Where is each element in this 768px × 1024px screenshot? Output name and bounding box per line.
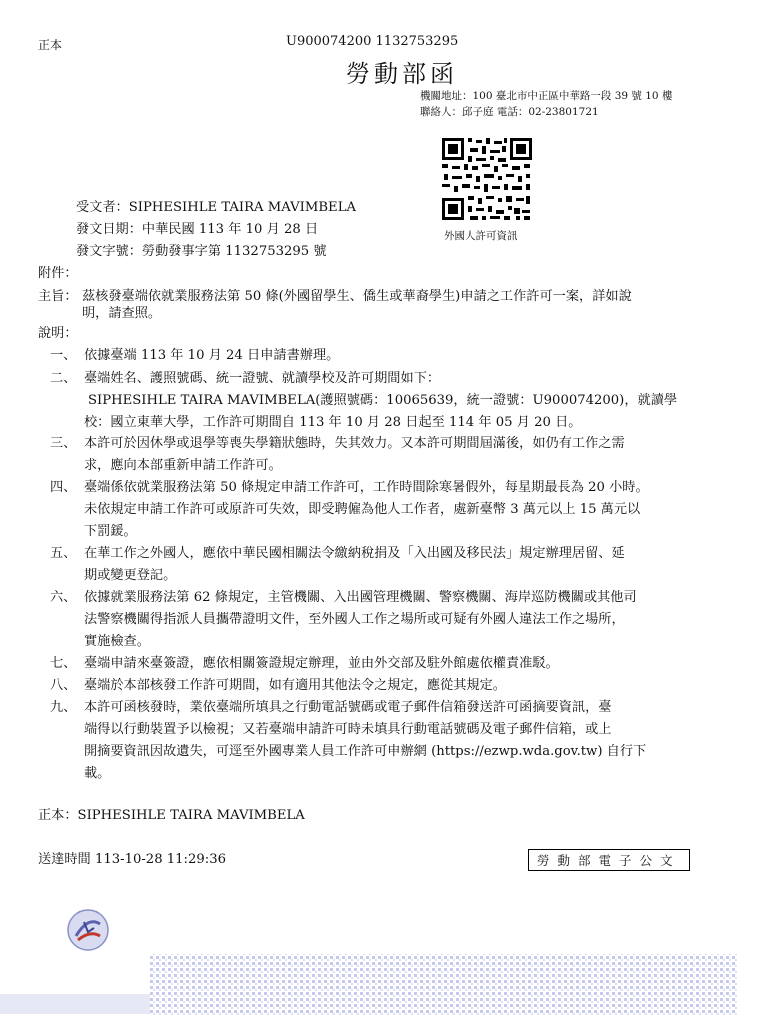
explanation-label: 說明： [38, 326, 78, 341]
item-line: 實施檢查。 [84, 634, 150, 649]
item-line: 臺端於本部核發工作許可期間，如有適用其他法令之規定，應從其規定。 [84, 678, 506, 693]
item-line: 下罰鍰。 [84, 524, 137, 539]
item-number: 八、 [50, 678, 77, 693]
item-line: 依據就業服務法第 62 條規定，主管機關、入出國管理機關、警察機關、海岸巡防機關或其他司 [84, 590, 637, 605]
corner-watermark [0, 990, 150, 1020]
item-line: 臺端申請來臺簽證，應依相關簽證規定辦理，並由外交部及駐外館處依權責准駁。 [84, 656, 559, 671]
agency-address: 機關地址：100 臺北市中正區中華路一段 39 號 10 樓 [420, 90, 673, 102]
attachment-label: 附件： [38, 266, 78, 281]
item-number: 七、 [50, 656, 77, 671]
subject-line: 茲核發臺端依就業服務法第 50 條(外國留學生、僑生或華裔學生)申請之工作許可一案，詳如說 [82, 289, 632, 304]
item-line: 法警察機關得指派人員攜帶證明文件，至外國人工作之場所或可疑有外國人違法工作之場所， [84, 612, 625, 627]
item-line: 本許可函核發時，業依臺端所填具之行動電話號碼或電子郵件信箱發送許可函摘要資訊，臺 [84, 700, 612, 715]
item-number: 三、 [50, 436, 77, 451]
item-line: 臺端係依就業服務法第 50 條規定申請工作許可，工作時間除寒暑假外，每星期最長為 20 小時。 [84, 480, 649, 495]
item-number: 一、 [50, 348, 77, 363]
electronic-doc-stamp: 勞動部電子公文 [528, 849, 690, 871]
sent-time: 送達時間 113-10-28 11:29:36 [38, 852, 227, 867]
contact-info: 聯絡人：邱子庭 電話：02-23801721 [420, 106, 599, 118]
doc-number: 發文字號：勞動發事字第 1132753295 號 [76, 244, 327, 259]
item-line: 校：國立東華大學，工作許可期間自 113 年 10 月 28 日起至 114 年 05 月 20 日。 [84, 415, 582, 430]
item-line: 在華工作之外國人，應依中華民國相關法令繳納稅捐及「入出國及移民法」規定辦理居留、延 [84, 546, 625, 561]
copy-to: 正本：SIPHESIHLE TAIRA MAVIMBELA [38, 808, 305, 823]
item-line: 本許可於因休學或退學等喪失學籍狀態時，失其效力。又本許可期間屆滿後，如仍有工作之需 [84, 436, 625, 451]
item-line: 開摘要資訊因故遺失，可逕至外國專業人員工作許可申辦網 (https://ezwp.wda.gov.tw) 自行下 [84, 744, 647, 759]
qr-code [440, 136, 534, 222]
copy-type: 正本 [38, 38, 63, 52]
subject-line: 明，請查照。 [82, 306, 162, 321]
item-line: 求，應向本部重新申請工作許可。 [84, 458, 282, 473]
item-line: 期或變更登記。 [84, 568, 177, 583]
qr-caption: 外國人許可資訊 [444, 230, 518, 242]
issue-date: 發文日期：中華民國 113 年 10 月 28 日 [76, 222, 319, 237]
subject-label: 主旨： [38, 289, 78, 304]
item-line: 臺端姓名、護照號碼、統一證號、就讀學校及許可期間如下： [84, 371, 441, 386]
page-title: 勞動部函 [346, 60, 458, 88]
item-line: 依據臺端 113 年 10 月 24 日申請書辦理。 [84, 348, 340, 363]
item-number: 六、 [50, 590, 77, 605]
item-number: 四、 [50, 480, 77, 495]
item-number: 二、 [50, 371, 77, 386]
item-number: 九、 [50, 700, 77, 715]
item-line: 端得以行動裝置予以檢視；又若臺端申請許可時未填具行動電話號碼及電子郵件信箱，或上 [84, 722, 612, 737]
security-watermark-pattern [150, 950, 738, 1020]
ministry-logo-icon [66, 908, 110, 952]
item-number: 五、 [50, 546, 77, 561]
item-line: SIPHESIHLE TAIRA MAVIMBELA(護照號碼：10065639，統一證號：U900074200)，就讀學 [88, 393, 678, 408]
doc-codes: U900074200 1132753295 [286, 34, 459, 49]
item-line: 未依規定申請工作許可或原許可失效，即受聘僱為他人工作者，處新臺幣 3 萬元以上 15 萬元以 [84, 502, 641, 517]
recipient: 受文者：SIPHESIHLE TAIRA MAVIMBELA [76, 200, 356, 215]
item-line: 載。 [84, 766, 111, 781]
